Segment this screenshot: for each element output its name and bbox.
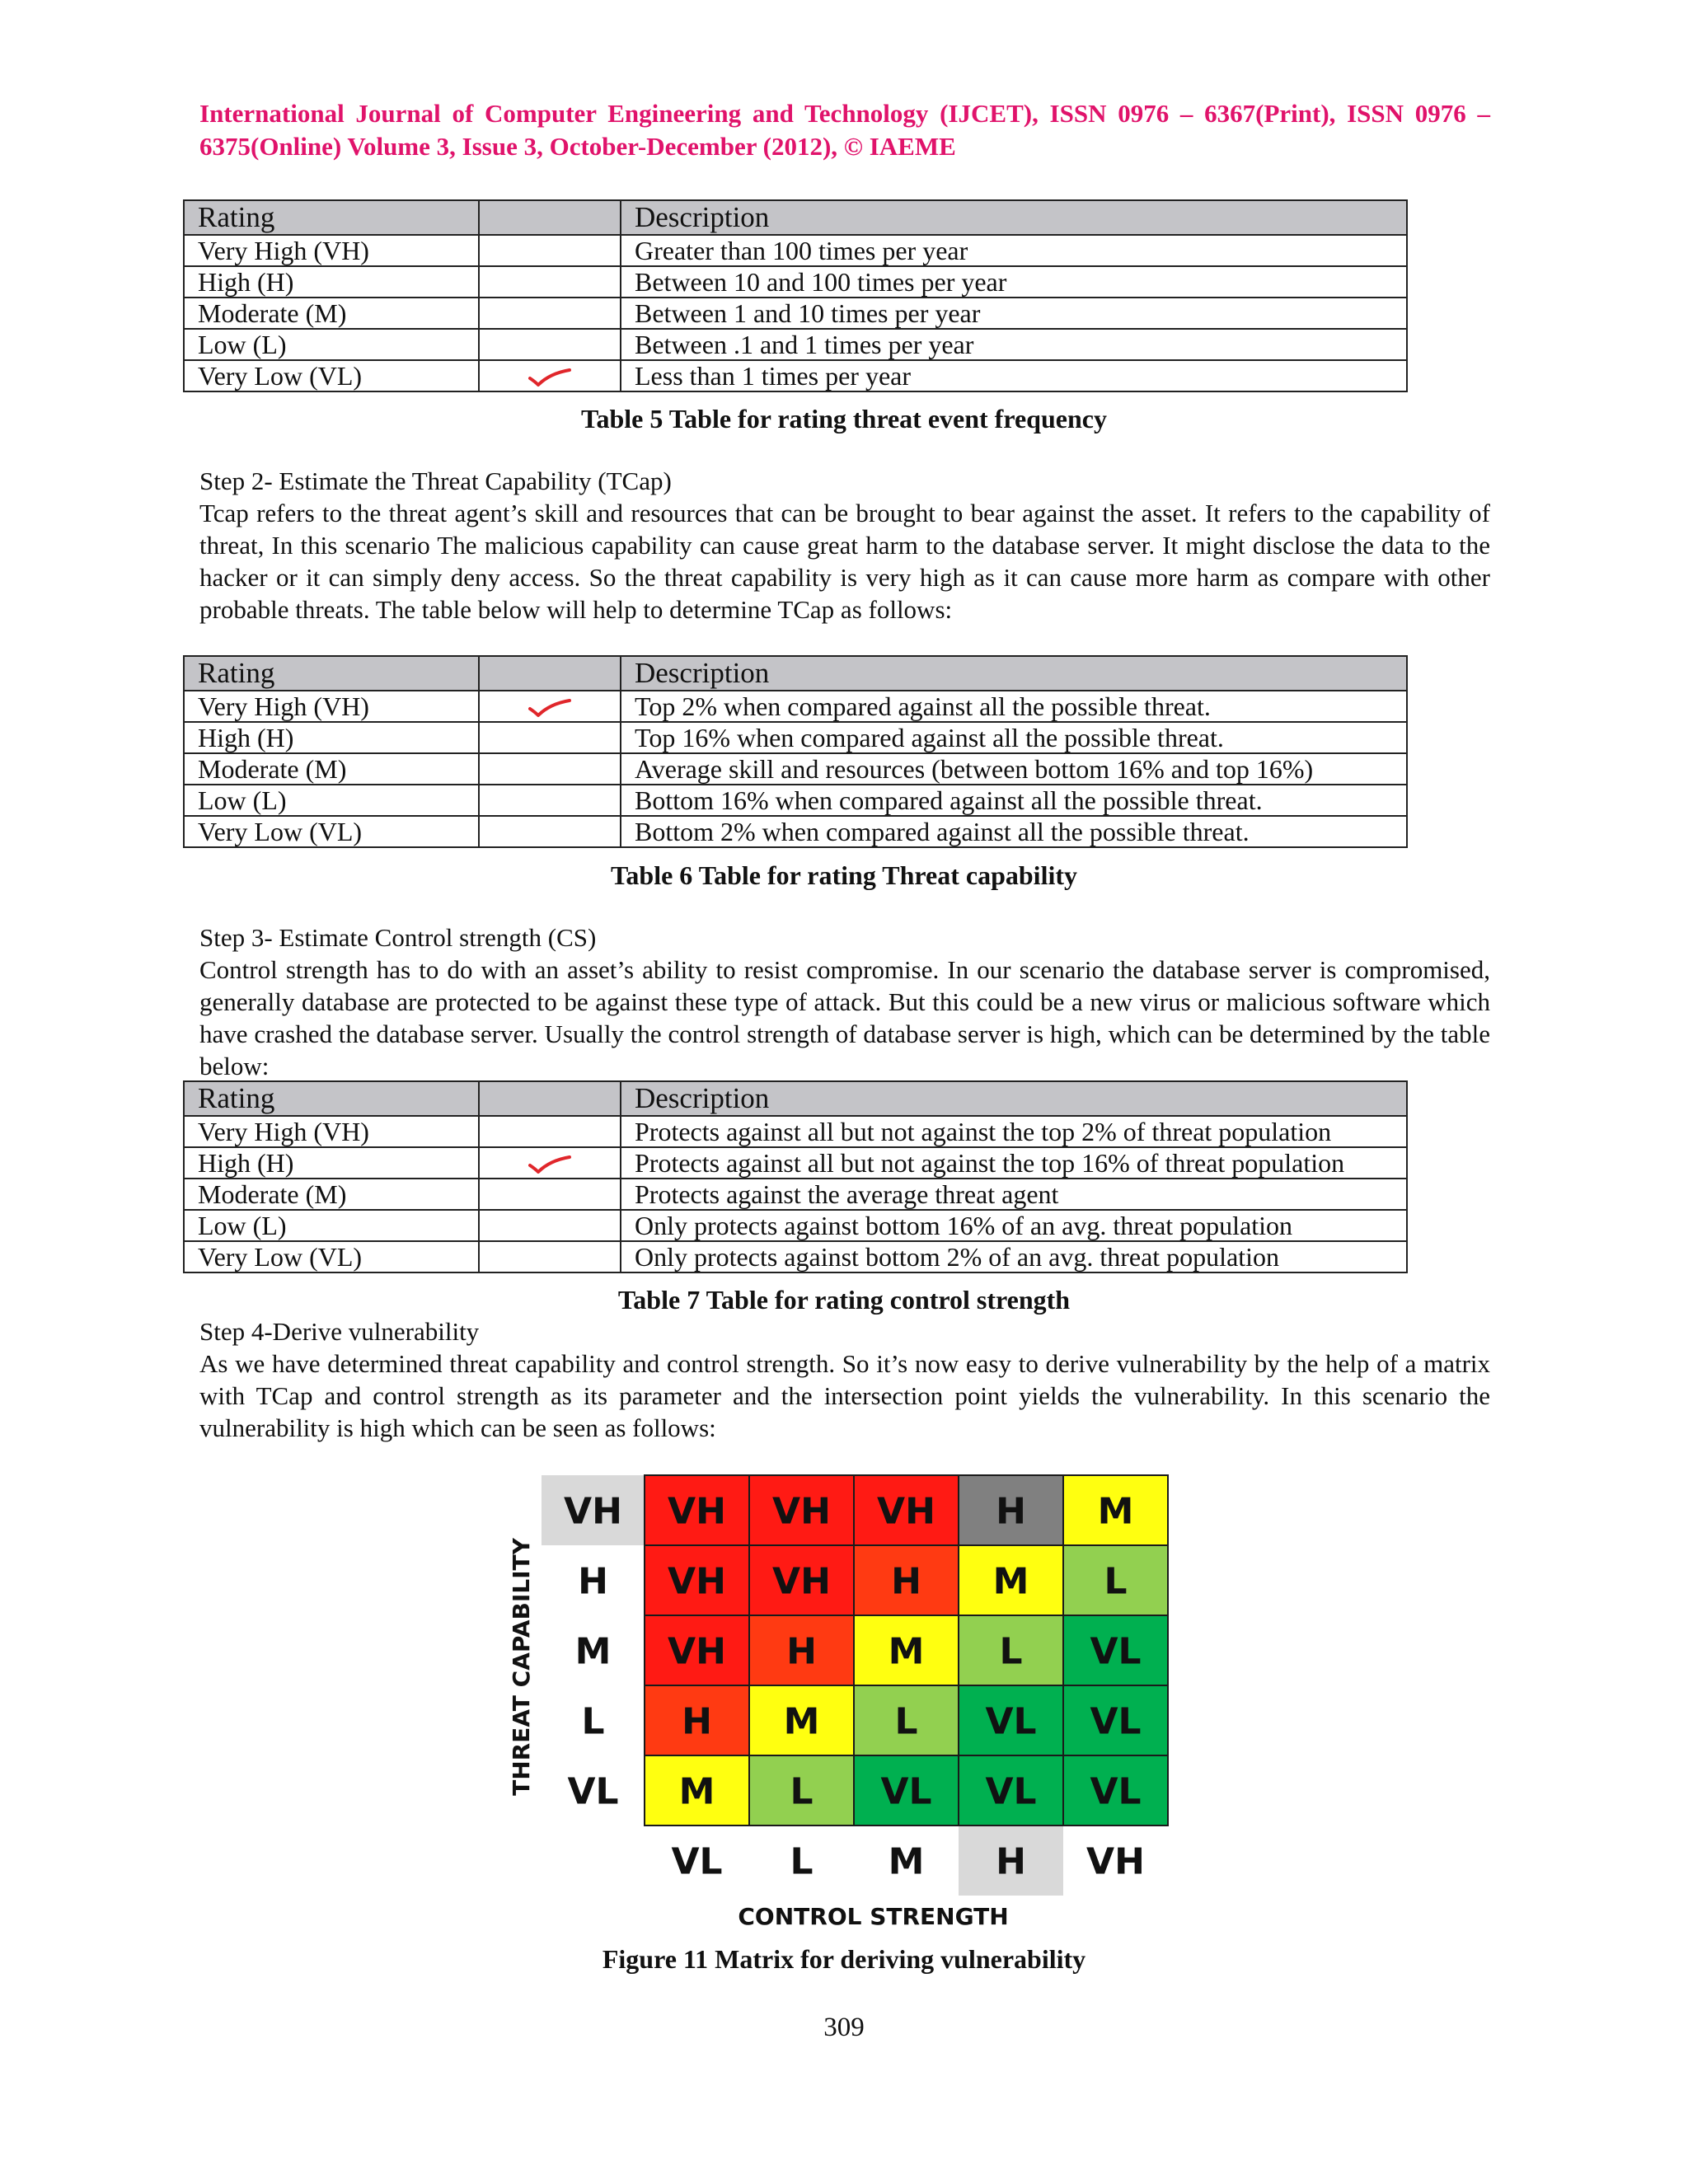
table-header-row — [184, 656, 1407, 691]
matrix-cell-label: VL — [985, 1700, 1037, 1743]
matrix-cell-label: H — [891, 1560, 921, 1603]
step4-title: Step 4-Derive vulnerability — [199, 1317, 480, 1346]
description-cell: Protects against all but not against the top 16% of threat population — [621, 1147, 1407, 1179]
matrix-cell-label: VL — [1090, 1770, 1142, 1813]
column-tick-label: L — [790, 1840, 814, 1883]
table-row — [184, 298, 1407, 329]
matrix-cell-label: VH — [668, 1630, 726, 1673]
table-row — [184, 722, 1407, 753]
description-column-header: Description — [621, 656, 1407, 691]
mark-cell — [479, 1116, 621, 1147]
rating-cell: Low (L) — [184, 1210, 479, 1241]
matrix-cell-label: VH — [668, 1560, 726, 1603]
mark-cell — [479, 266, 621, 298]
description-cell: Only protects against bottom 2% of an avg. threat population — [621, 1241, 1407, 1272]
table-row — [184, 266, 1407, 298]
matrix-cell-label: VL — [985, 1770, 1037, 1813]
mark-column-header — [479, 1081, 621, 1116]
rating-column-header: Rating — [184, 200, 479, 235]
matrix-cell-label: VH — [772, 1490, 831, 1533]
description-cell: Between 1 and 10 times per year — [621, 298, 1407, 329]
matrix-cell-label: L — [790, 1770, 814, 1813]
mark-cell — [479, 816, 621, 847]
step4-section — [199, 1315, 1490, 1444]
rating-cell: High (H) — [184, 722, 479, 753]
page-number: 309 — [823, 2013, 865, 2042]
mark-column-header — [479, 200, 621, 235]
vulnerability-matrix — [495, 1459, 1236, 1937]
step3-title: Step 3- Estimate Control strength (CS) — [199, 923, 597, 952]
table-header-row — [184, 200, 1407, 235]
matrix-cell-label: M — [783, 1700, 820, 1743]
mark-cell — [479, 722, 621, 753]
matrix-cell-label: L — [894, 1700, 918, 1743]
table-row — [184, 1210, 1407, 1241]
mark-cell — [479, 1147, 621, 1179]
table-row — [184, 753, 1407, 785]
mark-cell — [479, 360, 621, 391]
mark-cell — [479, 785, 621, 816]
table-row — [184, 785, 1407, 816]
mark-cell — [479, 298, 621, 329]
rating-cell: Moderate (M) — [184, 298, 479, 329]
step4-body: As we have determined threat capability and control strength. So it’s now easy to derive vulnerability by the help of a matrix with TCap and control strength as its parameter and the intersection point yields the vulnerability. In this scenario the vulnerability is high which can be seen as follows: — [199, 1349, 1490, 1442]
table-row — [184, 1179, 1407, 1210]
matrix-cell-label: VH — [772, 1560, 831, 1603]
check-mark-icon — [528, 1154, 571, 1175]
mark-cell — [479, 235, 621, 266]
table-row — [184, 816, 1407, 847]
description-cell: Less than 1 times per year — [621, 360, 1407, 391]
column-tick-label: M — [888, 1840, 925, 1883]
description-cell: Average skill and resources (between bottom 16% and top 16%) — [621, 753, 1407, 785]
step2-title: Step 2- Estimate the Threat Capability (TCap) — [199, 466, 672, 495]
description-cell: Top 2% when compared against all the possible threat. — [621, 691, 1407, 722]
description-cell: Protects against the average threat agent — [621, 1179, 1407, 1210]
table-row — [184, 691, 1407, 722]
matrix-cell-label: H — [682, 1700, 712, 1743]
row-tick-label: M — [574, 1630, 612, 1673]
step2-section — [199, 465, 1490, 626]
matrix-cell-label: VH — [668, 1490, 726, 1533]
table-row — [184, 329, 1407, 360]
table-row — [184, 1116, 1407, 1147]
description-cell: Between .1 and 1 times per year — [621, 329, 1407, 360]
description-cell: Top 16% when compared against all the possible threat. — [621, 722, 1407, 753]
table5-caption: Table 5 Table for rating threat event frequency — [581, 404, 1107, 434]
figure11-caption: Figure 11 Matrix for deriving vulnerability — [602, 1944, 1086, 1974]
mark-column-header — [479, 656, 621, 691]
row-tick-label: VL — [567, 1770, 619, 1813]
row-tick-label: H — [578, 1560, 608, 1603]
mark-cell — [479, 1179, 621, 1210]
matrix-cell-label: VL — [1090, 1630, 1142, 1673]
table6-caption: Table 6 Table for rating Threat capability — [610, 860, 1077, 890]
rating-cell: Very High (VH) — [184, 1116, 479, 1147]
row-tick-label: L — [581, 1700, 605, 1743]
rating-cell: Very High (VH) — [184, 235, 479, 266]
description-cell: Greater than 100 times per year — [621, 235, 1407, 266]
rating-column-header: Rating — [184, 1081, 479, 1116]
description-cell: Bottom 16% when compared against all the possible threat. — [621, 785, 1407, 816]
threat-event-frequency-table — [183, 199, 1408, 392]
rating-column-header: Rating — [184, 656, 479, 691]
matrix-cell-label: VH — [877, 1490, 935, 1533]
mark-cell — [479, 329, 621, 360]
row-tick-label: VH — [564, 1490, 622, 1533]
step3-section — [199, 921, 1490, 1082]
rating-cell: Low (L) — [184, 785, 479, 816]
matrix-cell-label: VL — [1090, 1700, 1142, 1743]
check-mark-icon — [528, 697, 571, 719]
rating-cell: Low (L) — [184, 329, 479, 360]
table7-caption: Table 7 Table for rating control strength — [617, 1285, 1071, 1315]
matrix-cell-label: L — [999, 1630, 1023, 1673]
column-tick-label: H — [996, 1840, 1026, 1883]
matrix-cell-label: H — [996, 1490, 1026, 1533]
rating-cell: Moderate (M) — [184, 1179, 479, 1210]
journal-header: International Journal of Computer Engineering and Technology (IJCET), ISSN 0976 – 6367(Print), ISSN 0976 – 6375(Online) Volume 3, Issue 3, October-December (2012), © IAEME — [199, 99, 1490, 161]
step2-body: Tcap refers to the threat agent’s skill and resources that can be brought to bear against the asset. It refers to the capability of threat, In this scenario The malicious capability can cause great harm to the database server. It might disclose the data to the hacker or it can simply deny access. So the threat capability is very high as it can cause more harm as compare with other probable threats. The table below will help to determine TCap as follows: — [199, 499, 1490, 624]
description-cell: Protects against all but not against the top 2% of threat population — [621, 1116, 1407, 1147]
mark-cell — [479, 753, 621, 785]
rating-cell: Very Low (VL) — [184, 1241, 479, 1272]
table-header-row — [184, 1081, 1407, 1116]
rating-cell: Very Low (VL) — [184, 816, 479, 847]
rating-cell: Very High (VH) — [184, 691, 479, 722]
matrix-cell-label: M — [678, 1770, 715, 1813]
check-mark-icon — [528, 367, 571, 388]
column-tick-label: VL — [671, 1840, 723, 1883]
table-row — [184, 1241, 1407, 1272]
mark-cell — [479, 1210, 621, 1241]
matrix-cell-label: L — [1104, 1560, 1128, 1603]
matrix-cell-label: H — [786, 1630, 817, 1673]
description-cell: Only protects against bottom 16% of an avg. threat population — [621, 1210, 1407, 1241]
description-cell: Between 10 and 100 times per year — [621, 266, 1407, 298]
step3-body: Control strength has to do with an asset’s ability to resist compromise. In our scenario the database server is compromised, generally database are protected to be against these type of attack. But this could be a new virus or malicious software which have crashed the database server. Usually the control strength of database server is high, which can be determined by the table below: — [199, 955, 1490, 1080]
matrix-cell-label: M — [888, 1630, 925, 1673]
matrix-cell-label: M — [992, 1560, 1029, 1603]
table-row — [184, 360, 1407, 391]
rating-cell: Very Low (VL) — [184, 360, 479, 391]
column-tick-label: VH — [1086, 1840, 1145, 1883]
y-axis-title: THREAT CAPABILITY — [508, 1538, 535, 1796]
x-axis-title: CONTROL STRENGTH — [738, 1903, 1009, 1930]
mark-cell — [479, 1241, 621, 1272]
matrix-cell-label: M — [1097, 1490, 1134, 1533]
rating-cell: High (H) — [184, 1147, 479, 1179]
matrix-cell-label: VL — [880, 1770, 932, 1813]
description-cell: Bottom 2% when compared against all the possible threat. — [621, 816, 1407, 847]
table-row — [184, 235, 1407, 266]
table-row — [184, 1147, 1407, 1179]
description-column-header: Description — [621, 1081, 1407, 1116]
threat-capability-table — [183, 655, 1408, 848]
rating-cell: High (H) — [184, 266, 479, 298]
rating-cell: Moderate (M) — [184, 753, 479, 785]
description-column-header: Description — [621, 200, 1407, 235]
control-strength-table — [183, 1080, 1408, 1273]
mark-cell — [479, 691, 621, 722]
